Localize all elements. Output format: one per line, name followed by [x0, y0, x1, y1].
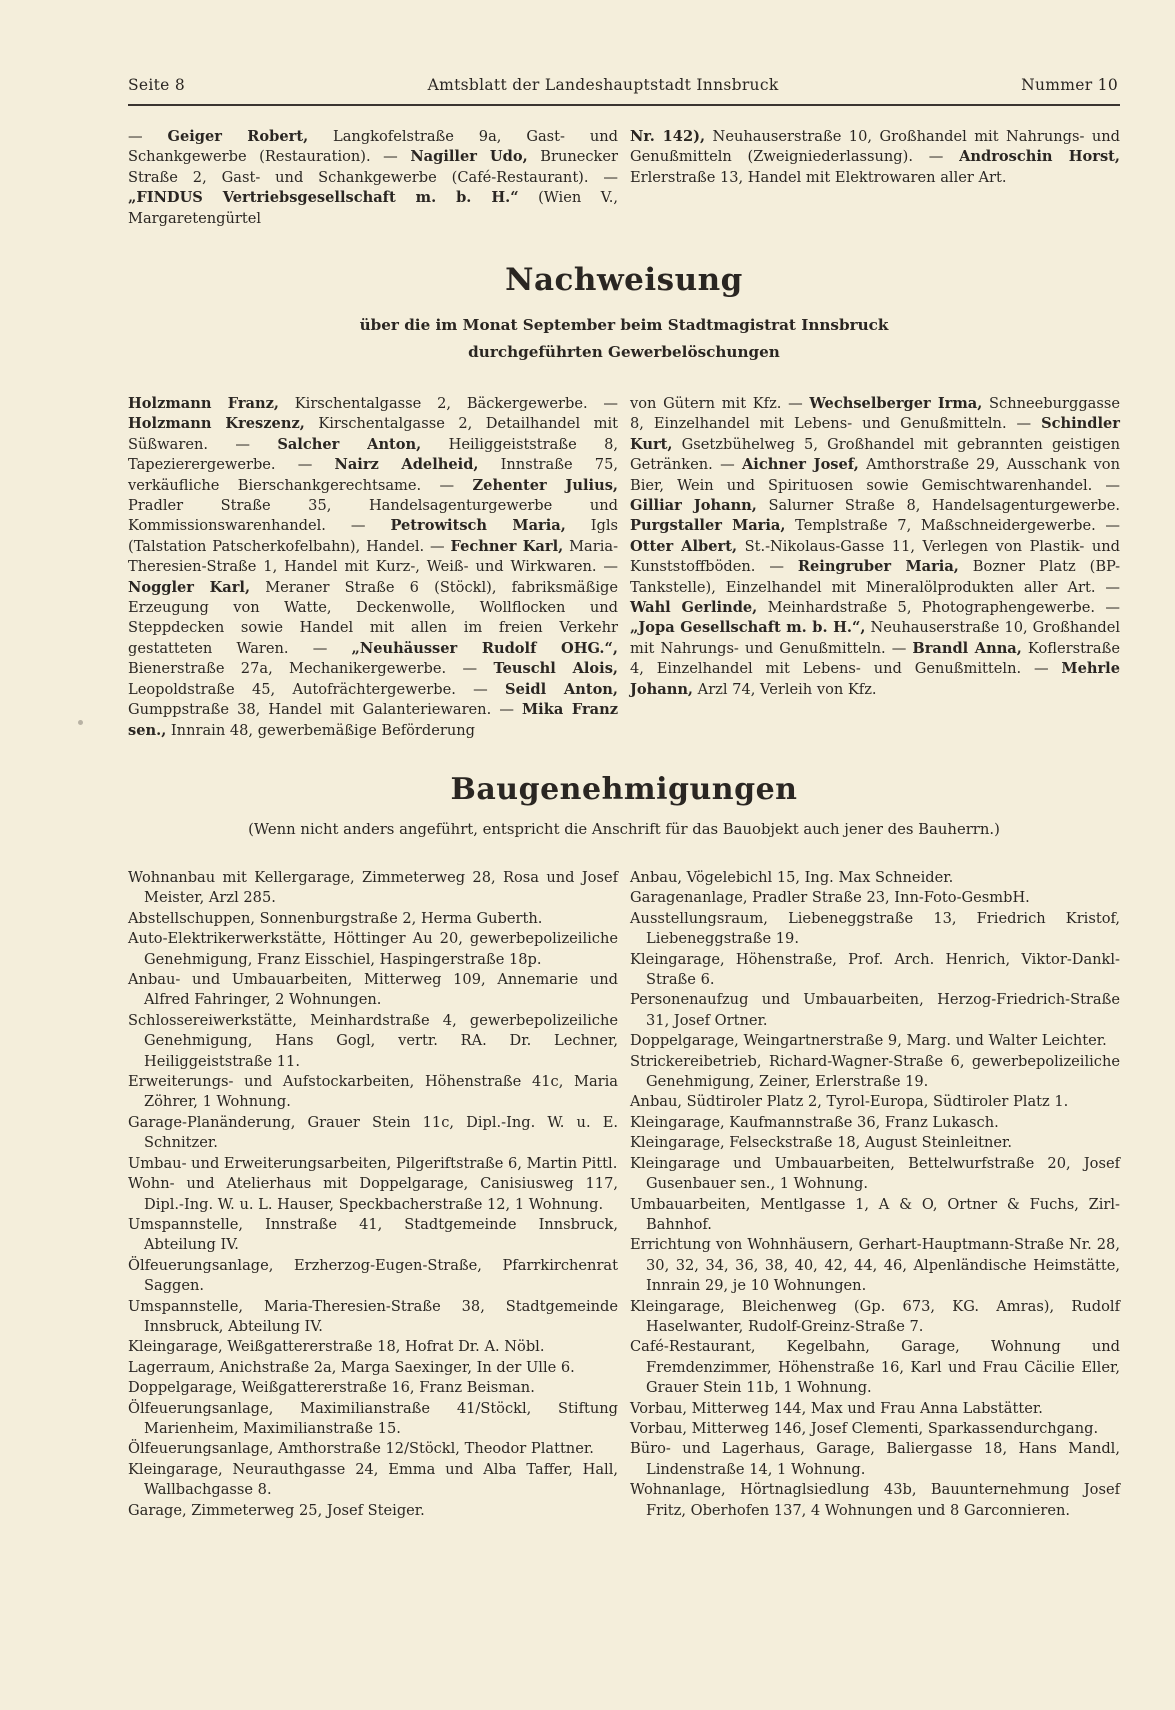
entry-name: Wechselberger Irma, — [809, 395, 983, 412]
nachweisung-right-column — [630, 394, 1120, 741]
intro-left-column — [128, 127, 618, 229]
baugenehmigungen-subtitle: (Wenn nicht anders angeführt, entspricht die Anschrift für das Bauobjekt auch jener des Bauherrn.) — [248, 821, 1000, 838]
page-header — [128, 76, 1118, 94]
entry-text: — — [128, 128, 168, 145]
entry-name: „Jopa Gesellschaft m. b. H.“, — [630, 619, 866, 637]
permit-entry: Doppelgarage, Weißgattererstraße 16, Franz Beisman. — [128, 1379, 535, 1397]
intro-section — [128, 127, 1120, 229]
nachweisung-right-text — [630, 394, 1120, 700]
permit-entry: Kleingarage und Umbauarbeiten, Bettelwurfstraße 20, Josef Gusenbauer sen., 1 Wohnung. — [630, 1154, 1120, 1193]
intro-right-text — [630, 127, 1120, 188]
entry-name: Wahl Gerlinde, — [630, 599, 758, 617]
page-number: Seite 8 — [128, 76, 186, 94]
entry-name: Brandl Anna, — [912, 639, 1022, 657]
entry-name: Seidl Anton, — [505, 680, 618, 698]
permit-entry: Kleingarage, Kaufmannstraße 36, Franz Lukasch. — [630, 1113, 999, 1131]
permit-entry: Anbau, Vögelebichl 15, Ing. Max Schneider. — [630, 869, 954, 886]
entry-text: Leopoldstraße 45, Autofrächtergewerbe. — — [128, 680, 506, 698]
permit-entry: Garage-Planänderung, Grauer Stein 11c, Dipl.-Ing. W. u. E. Schnitzer. — [128, 1113, 618, 1152]
entry-name: Mika Franz sen., — [128, 701, 618, 739]
baugenehmigungen-left-column — [128, 868, 618, 1521]
baugenehmigungen-section — [128, 868, 1120, 1521]
baugenehmigungen-title: Baugenehmigungen — [450, 772, 798, 807]
intro-left-text — [128, 127, 618, 229]
entry-text: Salurner Straße 8, Handelsagenturgewerbe. — [756, 497, 1120, 515]
nachweisung-section — [128, 394, 1120, 741]
permit-entry: Kleingarage, Neurauthgasse 24, Emma und Alba Taffer, Hall, Wallbachgasse 8. — [128, 1460, 618, 1499]
entry-name: Otter Albert, — [630, 537, 738, 555]
baugenehmigungen-right-column — [630, 868, 1120, 1521]
entry-name: Nr. 142), — [630, 128, 706, 145]
permit-entry: Kleingarage, Weißgattererstraße 18, Hofrat Dr. A. Nöbl. — [128, 1338, 545, 1356]
entry-text: Templstraße 7, Maßschneidergewerbe. — — [785, 517, 1120, 535]
permit-entry: Kleingarage, Höhenstraße, Prof. Arch. Henrich, Viktor-Dankl-Straße 6. — [630, 950, 1120, 989]
permit-entry: Schlossereiwerkstätte, Meinhardstraße 4, gewerbepolizeiliche Genehmigung, Hans Gogl, vertr. RA. Dr. Lechner, Heiliggeiststraße 11. — [128, 1011, 618, 1070]
entry-name: Nairz Adelheid, — [334, 456, 479, 474]
nachweisung-subtitle — [128, 312, 1120, 366]
entry-text: Brunecker Straße 2, Gast- und Schankgewerbe (Café-Restaurant). — — [128, 148, 619, 186]
permit-entry: Umspannstelle, Maria-Theresien-Straße 38, Stadtgemeinde Innsbruck, Abteilung IV. — [128, 1297, 618, 1335]
entry-name: Androschin Horst, — [959, 148, 1120, 166]
entry-text: Gsetzbühelweg 5, Großhandel mit gebrannten geistigen Getränken. — — [630, 435, 1120, 474]
print-speck — [78, 720, 83, 725]
nachweisung-subtitle-line1: über die im Monat September beim Stadtmagistrat Innsbruck — [359, 316, 889, 334]
entry-text: Innstraße 75, verkäufliche Bierschankgerechtsame. — — [128, 456, 618, 494]
header-rule — [128, 104, 1120, 106]
entry-name: Fechner Karl, — [450, 537, 564, 555]
entry-text: Erlerstraße 13, Handel mit Elektrowaren aller Art. — [630, 168, 1007, 186]
permit-entry: Umbau- und Erweiterungsarbeiten, Pilgeriftstraße 6, Martin Pittl. — [128, 1154, 618, 1172]
entry-text: Schneeburggasse 8, Einzelhandel mit Lebens- und Genußmitteln. — — [630, 395, 1120, 433]
entry-text: Kirschentalgasse 2, Detailhandel mit Süßwaren. — — [128, 415, 618, 453]
entry-name: Petrowitsch Maria, — [390, 517, 566, 535]
entry-name: Nagiller Udo, — [410, 148, 528, 166]
intro-right-column — [630, 127, 1120, 229]
entry-text: Arzl 74, Verleih von Kfz. — [693, 680, 877, 698]
permit-entry: Personenaufzug und Umbauarbeiten, Herzog-Friedrich-Straße 31, Josef Ortner. — [630, 991, 1120, 1029]
entry-name: Mehrle Johann, — [630, 660, 1120, 698]
permit-entry: Abstellschuppen, Sonnenburgstraße 2, Herma Guberth. — [128, 909, 543, 927]
entry-name: Purgstaller Maria, — [630, 517, 786, 535]
permit-entry: Erweiterungs- und Aufstockarbeiten, Höhenstraße 41c, Maria Zöhrer, 1 Wohnung. — [128, 1073, 618, 1111]
permit-entry: Strickereibetrieb, Richard-Wagner-Straße 6, gewerbepolizeiliche Genehmigung, Zeiner, Erlerstraße 19. — [630, 1052, 1120, 1091]
permit-entry: Umspannstelle, Innstraße 41, Stadtgemeinde Innsbruck, Abteilung IV. — [128, 1215, 618, 1254]
entry-name: Salcher Anton, — [277, 435, 422, 453]
permit-entry: Kleingarage, Bleichenweg (Gp. 673, KG. Amras), Rudolf Haselwanter, Rudolf-Greinz-Straße 7. — [630, 1297, 1120, 1335]
permit-entry: Errichtung von Wohnhäusern, Gerhart-Hauptmann-Straße Nr. 28, 30, 32, 34, 36, 38, 40, 42, 44, 46, Alpenländische Heimstätte, Innrain 29, je 10 Wohnungen. — [630, 1236, 1120, 1295]
nachweisung-subtitle-line2: durchgeführten Gewerbelöschungen — [468, 343, 780, 361]
entry-text: von Gütern mit Kfz. — — [630, 395, 810, 412]
permit-entry: Wohnanlage, Hörtnaglsiedlung 43b, Bauunternehmung Josef Fritz, Oberhofen 137, 4 Wohnungen und 8 Garconnieren. — [630, 1481, 1120, 1519]
entry-name: Holzmann Kreszenz, — [128, 415, 305, 433]
entry-name: Gilliar Johann, — [630, 497, 757, 515]
entry-text: Neuhauserstraße 10, Großhandel mit Nahrungs- und Genußmitteln. — — [630, 619, 1120, 657]
entry-text: St.-Nikolaus-Gasse 11, Verlegen von Plastik- und Kunststoffböden. — — [630, 537, 1120, 576]
permit-entry: Wohnanbau mit Kellergarage, Zimmeterweg 28, Rosa und Josef Meister, Arzl 285. — [128, 869, 618, 907]
permit-entry: Garagenanlage, Pradler Straße 23, Inn-Foto-GesmbH. — [630, 889, 1030, 907]
entry-text: Igls (Talstation Patscherkofelbahn), Handel. — — [128, 517, 619, 555]
permit-entry: Café-Restaurant, Kegelbahn, Garage, Wohnung und Fremdenzimmer, Höhenstraße 16, Karl und Frau Cäcilie Eller, Grauer Stein 11b, 1 Wohnung. — [630, 1338, 1120, 1397]
entry-text: Gumppstraße 38, Handel mit Galanteriewaren. — — [128, 701, 523, 719]
entry-text: Maria-Theresien-Straße 1, Handel mit Kurz-, Weiß- und Wirkwaren. — — [128, 537, 619, 576]
permit-entry: Anbau, Südtiroler Platz 2, Tyrol-Europa, Südtiroler Platz 1. — [630, 1093, 1069, 1111]
permit-entry: Vorbau, Mitterweg 146, Josef Clementi, Sparkassendurchgang. — [630, 1419, 1099, 1437]
entry-text: Neuhauserstraße 10, Großhandel mit Nahrungs- und Genußmitteln (Zweigniederlassung). — — [630, 128, 1120, 166]
nachweisung-title: Nachweisung — [505, 262, 743, 298]
nachweisung-left-text — [128, 394, 618, 741]
permit-entry: Anbau- und Umbauarbeiten, Mitterweg 109, Annemarie und Alfred Fahringer, 2 Wohnungen. — [128, 971, 618, 1009]
permit-entry: Garage, Zimmeterweg 25, Josef Steiger. — [128, 1501, 425, 1519]
permit-entry: Ölfeuerungsanlage, Erzherzog-Eugen-Straße, Pfarrkirchenrat Saggen. — [128, 1256, 618, 1295]
entry-text: Langkofelstraße 9a, Gast- und Schankgewerbe (Restauration). — — [128, 128, 618, 166]
permit-entry: Wohn- und Atelierhaus mit Doppelgarage, Canisiusweg 117, Dipl.-Ing. W. u. L. Hauser, Speckbacherstraße 12, 1 Wohnung. — [128, 1175, 618, 1213]
entry-name: Schindler Kurt, — [630, 415, 1120, 453]
permit-entry: Kleingarage, Felseckstraße 18, August Steinleitner. — [630, 1134, 1013, 1152]
entry-text: (Wien V., Margaretengürtel — [128, 189, 619, 227]
permit-entry: Vorbau, Mitterweg 144, Max und Frau Anna Labstätter. — [630, 1399, 1043, 1417]
permit-entry: Umbauarbeiten, Mentlgasse 1, A & O, Ortner & Fuchs, Zirl-Bahnhof. — [630, 1195, 1120, 1233]
nachweisung-left-column — [128, 394, 618, 741]
entry-text: Kirschentalgasse 2, Bäckergewerbe. — — [278, 395, 618, 412]
permit-entry: Doppelgarage, Weingartnerstraße 9, Marg. und Walter Leichter. — [630, 1032, 1107, 1050]
entry-name: Reingruber Maria, — [797, 558, 959, 576]
entry-text: Heiliggeiststraße 8, Tapezierergewerbe. — — [128, 435, 619, 474]
entry-text: Innrain 48, gewerbemäßige Beförderung — [166, 721, 475, 739]
permit-entry: Auto-Elektrikerwerkstätte, Höttinger Au 20, gewerbepolizeiliche Genehmigung, Franz Eisschiel, Haspingerstraße 18p. — [128, 930, 618, 968]
entry-name: Holzmann Franz, — [128, 395, 279, 412]
publication-title: Amtsblatt der Landeshauptstadt Innsbruck — [427, 76, 779, 94]
entry-name: Teuschl Alois, — [493, 660, 619, 678]
permit-entry: Ölfeuerungsanlage, Amthorstraße 12/Stöckl, Theodor Plattner. — [128, 1440, 594, 1458]
entry-text: Meraner Straße 6 (Stöckl), fabriksmäßige Erzeugung von Watte, Deckenwolle, Wollflocken und Steppdecken sowie Handel mit allen im freien Verkehr gestatteten Waren. — — [128, 578, 618, 657]
entry-text: Bienerstraße 27a, Mechanikergewerbe. — — [128, 660, 494, 678]
entry-text: Pradler Straße 35, Handelsagenturgewerbe und Kommissionswarenhandel. — — [128, 497, 618, 535]
entry-name: Zehenter Julius, — [472, 476, 619, 494]
entry-text: Amthorstraße 29, Ausschank von Bier, Wein und Spirituosen sowie Gemischtwarenhandel. — — [630, 456, 1120, 494]
permit-entry: Lagerraum, Anichstraße 2a, Marga Saexinger, In der Ulle 6. — [128, 1358, 575, 1376]
permit-entry: Büro- und Lagerhaus, Garage, Baliergasse 18, Hans Mandl, Lindenstraße 14, 1 Wohnung. — [630, 1440, 1120, 1478]
permit-entry: Ausstellungsraum, Liebeneggstraße 13, Friedrich Kristof, Liebeneggstraße 19. — [630, 909, 1120, 948]
issue-number: Nummer 10 — [1021, 76, 1118, 94]
entry-name: „FINDUS Vertriebsgesellschaft m. b. H.“ — [128, 189, 519, 207]
entry-name: Aichner Josef, — [741, 456, 859, 474]
entry-text: Meinhardstraße 5, Photographengewerbe. — — [757, 599, 1120, 617]
entry-name: Geiger Robert, — [167, 128, 309, 145]
permit-entry: Ölfeuerungsanlage, Maximilianstraße 41/Stöckl, Stiftung Marienheim, Maximilianstraße 15. — [128, 1399, 618, 1437]
entry-name: „Neuhäusser Rudolf OHG.“, — [351, 639, 618, 657]
entry-text: Koflerstraße 4, Einzelhandel mit Lebens- und Genußmitteln. — — [630, 639, 1120, 678]
entry-name: Noggler Karl, — [128, 578, 251, 596]
entry-text: Bozner Platz (BP-Tankstelle), Einzelhandel mit Mineralölprodukten aller Art. — — [630, 558, 1120, 596]
